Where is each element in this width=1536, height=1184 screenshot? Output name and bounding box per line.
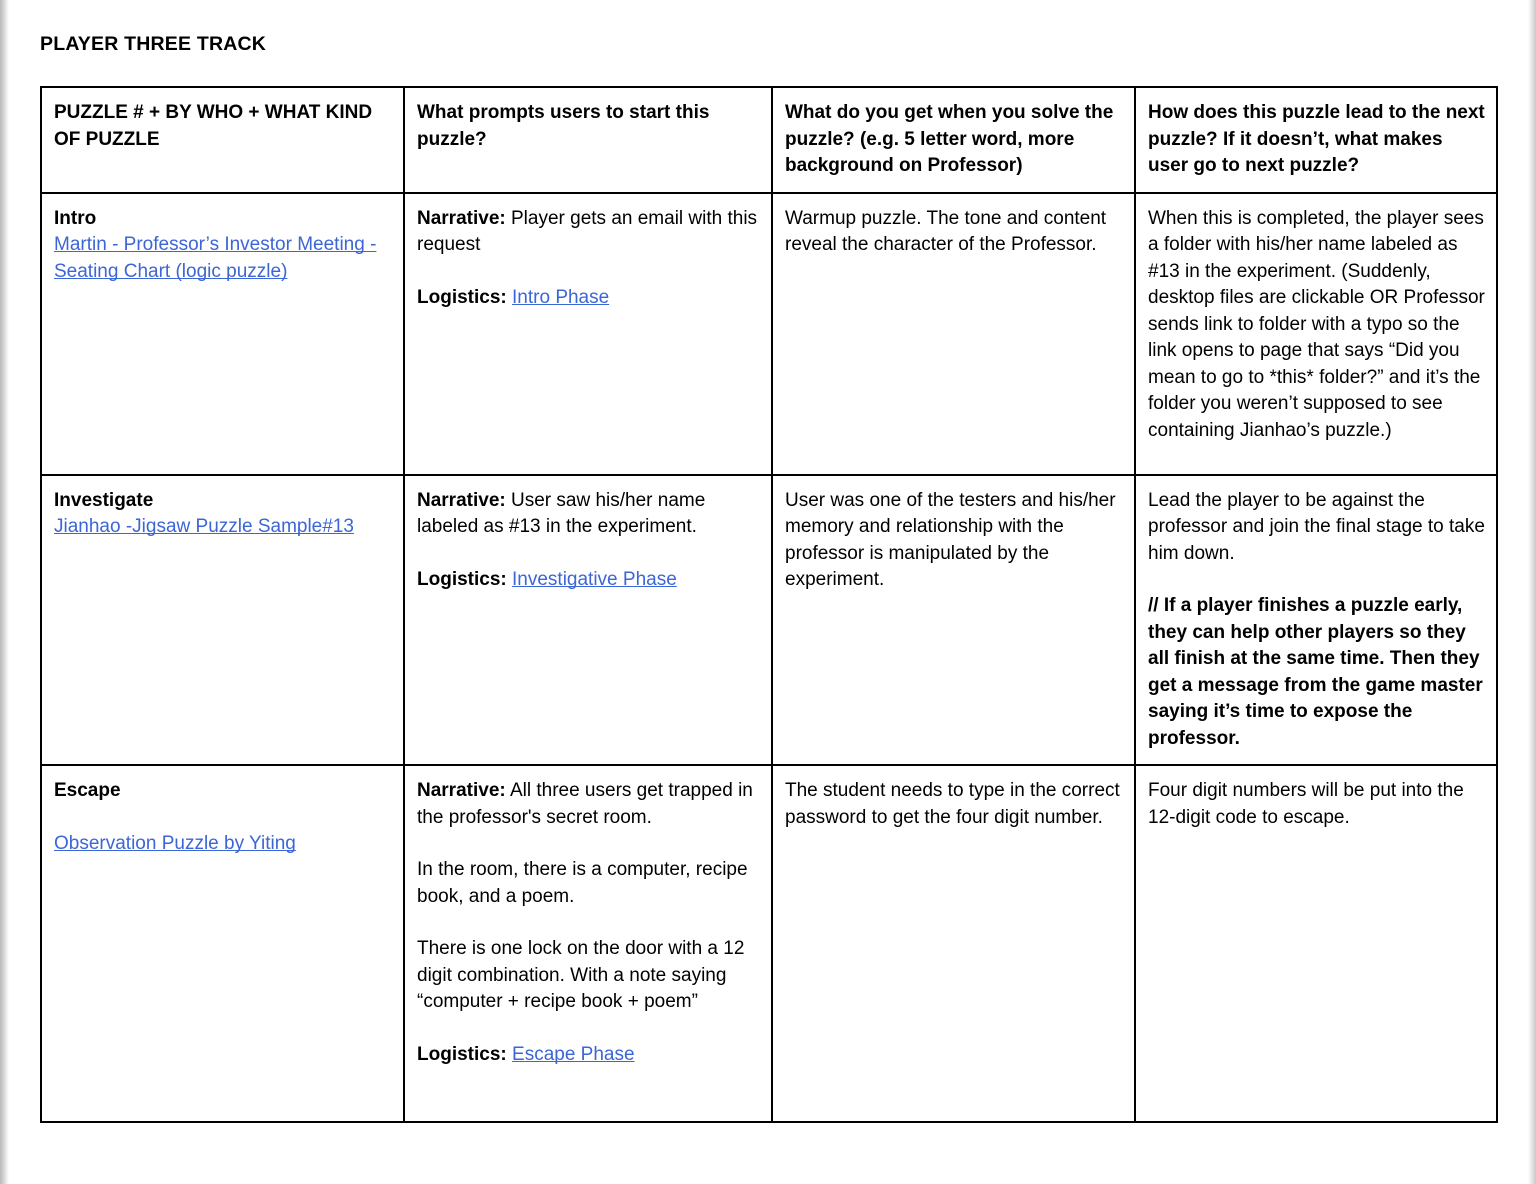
logistics-label: Logistics: — [417, 1043, 507, 1065]
table-row — [41, 765, 1497, 1122]
narrative-text: All three users get trapped in the professor's secret room. — [417, 780, 753, 828]
cell-reward-escape — [772, 765, 1135, 1122]
cell-prompt-intro — [404, 193, 772, 475]
column-header-puzzle: PUZZLE # + BY WHO + WHAT KIND OF PUZZLE — [41, 87, 404, 193]
stage-label-escape: Escape — [54, 780, 121, 801]
document-page — [9, 0, 1528, 1184]
stage-label-intro: Intro — [54, 207, 97, 229]
prompt-paragraph-3: There is one lock on the door with a 12 digit combination. With a note saying “computer + recipe book + poem” — [417, 938, 745, 1012]
page-title: PLAYER THREE TRACK — [40, 33, 267, 55]
cell-next-escape — [1135, 765, 1497, 1122]
cell-reward-intro — [772, 193, 1135, 475]
table-row — [41, 193, 1497, 475]
prompt-paragraph-2: In the room, there is a computer, recipe book, and a poem. — [417, 859, 748, 907]
logistics-paragraph — [417, 567, 760, 594]
column-header-reward: What do you get when you solve the puzzle? (e.g. 5 letter word, more background on Professor) — [772, 87, 1135, 193]
reward-text: Warmup puzzle. The tone and content reveal the character of the Professor. — [785, 207, 1107, 255]
cell-puzzle-escape — [41, 765, 404, 1122]
logistics-label: Logistics: — [417, 568, 507, 590]
cell-puzzle-intro — [41, 193, 404, 475]
puzzle-link-label[interactable]: Observation Puzzle by Yiting — [54, 832, 296, 854]
narrative-text: User saw his/her name labeled as #13 in the experiment. — [417, 489, 706, 537]
page-edge-left-shadow — [0, 0, 9, 1184]
puzzle-link-row-escape[interactable] — [54, 831, 392, 858]
column-header-next: How does this puzzle lead to the next puzzle? If it doesn’t, what makes user go to next puzzle? — [1135, 87, 1497, 193]
logistics-link[interactable]: Intro Phase — [512, 286, 610, 308]
next-text: Lead the player to be against the professor and join the final stage to take him down. — [1148, 489, 1485, 564]
puzzle-link-row-intro[interactable] — [54, 232, 392, 285]
puzzle-link-label[interactable]: Jianhao -Jigsaw Puzzle Sample#13 — [54, 516, 354, 537]
player-three-track-table — [40, 86, 1498, 1123]
narrative-label: Narrative: — [417, 489, 506, 511]
logistics-link[interactable]: Escape Phase — [512, 1043, 635, 1065]
narrative-paragraph — [417, 778, 760, 831]
reward-text: User was one of the testers and his/her memory and relationship with the professor is manipulated by the experiment. — [785, 489, 1116, 590]
stage-label-investigate: Investigate — [54, 489, 154, 511]
next-note-text: // If a player finishes a puzzle early, they can help other players so they all finish at the same time. Then they get a message from the game master saying it’s time to expose the professor. — [1148, 595, 1483, 749]
cell-next-intro — [1135, 193, 1497, 475]
logistics-label: Logistics: — [417, 286, 507, 308]
narrative-label: Narrative: — [417, 207, 506, 229]
narrative-label: Narrative: — [417, 780, 506, 801]
column-header-prompt: What prompts users to start this puzzle? — [404, 87, 772, 193]
puzzle-link-row-investigate[interactable] — [54, 514, 392, 541]
cell-puzzle-investigate — [41, 475, 404, 766]
page-edge-right-shadow — [1528, 0, 1536, 1184]
next-text: Four digit numbers will be put into the 12-digit code to escape. — [1148, 780, 1464, 828]
logistics-paragraph — [417, 285, 760, 312]
logistics-paragraph — [417, 1042, 760, 1069]
table-row — [41, 475, 1497, 766]
narrative-text: Player gets an email with this request — [417, 207, 758, 255]
next-text: When this is completed, the player sees a folder with his/her name labeled as #13 in the experiment. (Suddenly, desktop files are clickable OR Professor sends link to folder with a typo so the link opens to page that says “Did you mean to go to *this* folder?” and it’s the folder you weren’t supposed to see containing Jianhao’s puzzle.) — [1148, 207, 1485, 441]
table-header-row — [41, 87, 1497, 193]
narrative-paragraph — [417, 206, 760, 259]
reward-text: The student needs to type in the correct password to get the four digit number. — [785, 780, 1120, 828]
cell-next-investigate — [1135, 475, 1497, 766]
cell-prompt-escape — [404, 765, 772, 1122]
cell-prompt-investigate — [404, 475, 772, 766]
puzzle-link-label[interactable]: Martin - Professor’s Investor Meeting - Seating Chart (logic puzzle) — [54, 234, 377, 282]
logistics-link[interactable]: Investigative Phase — [512, 568, 677, 590]
narrative-paragraph — [417, 488, 760, 541]
cell-reward-investigate — [772, 475, 1135, 766]
